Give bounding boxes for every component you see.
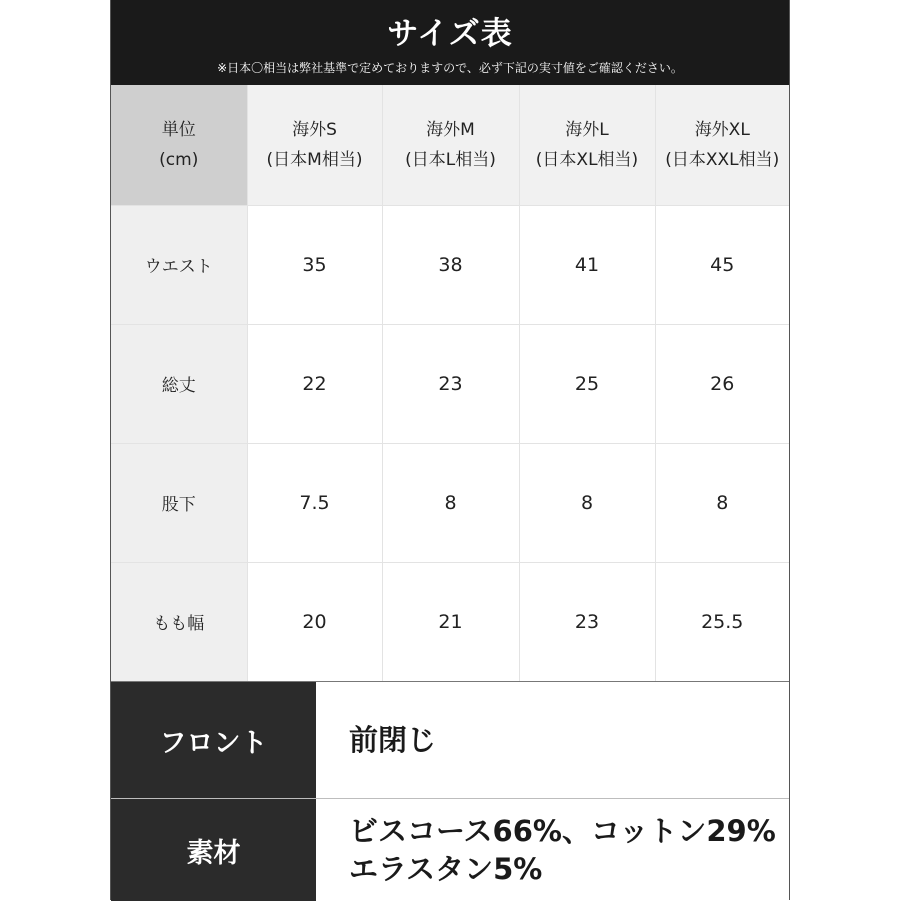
column-header-xl [655, 85, 789, 205]
table-cell: 7.5 [247, 443, 382, 562]
table-cell: 20 [247, 562, 382, 681]
row-label-inseam: 股下 [111, 443, 247, 562]
column-header-s [247, 85, 382, 205]
size-chart-note: ※日本〇相当は弊社基準で定めておりますので、必ず下記の実寸値をご確認ください。 [217, 61, 683, 75]
material-value: ビスコース66%、コットン29% エラスタン5% [349, 814, 776, 886]
column-header-label: 海外M (日本L相当) [405, 119, 496, 170]
table-cell: 38 [382, 205, 519, 324]
size-chart-header [111, 0, 789, 85]
table-cell: 45 [655, 205, 789, 324]
table-cell: 35 [247, 205, 382, 324]
table-cell: 23 [519, 562, 655, 681]
column-header-m [382, 85, 519, 205]
table-cell: 8 [382, 443, 519, 562]
table-cell: 22 [247, 324, 382, 443]
row-label-waist: ウエスト [111, 205, 247, 324]
details-row-front [111, 682, 789, 799]
product-details [111, 681, 789, 901]
table-row-waist [111, 205, 789, 324]
size-table [111, 85, 789, 682]
column-header-label: 海外XL (日本XXL相当) [665, 119, 780, 170]
column-header-label: 海外L (日本XL相当) [535, 119, 639, 170]
unit-header-cell [111, 85, 247, 205]
front-value: 前閉じ [316, 682, 789, 798]
table-cell: 25 [519, 324, 655, 443]
table-cell: 21 [382, 562, 519, 681]
row-label-thigh: もも幅 [111, 562, 247, 681]
table-row-total-length [111, 324, 789, 443]
table-row-inseam [111, 443, 789, 562]
table-cell: 26 [655, 324, 789, 443]
table-cell: 25.5 [655, 562, 789, 681]
size-table-header-row [111, 85, 789, 205]
material-label: 素材 [111, 799, 316, 901]
size-chart-sheet [110, 0, 790, 900]
material-value-cell [316, 799, 789, 901]
front-label: フロント [111, 682, 316, 798]
table-cell: 23 [382, 324, 519, 443]
table-cell: 8 [655, 443, 789, 562]
size-chart-title: サイズ表 [387, 16, 513, 52]
row-label-total-length: 総丈 [111, 324, 247, 443]
table-row-thigh [111, 562, 789, 681]
column-header-label: 海外S (日本M相当) [266, 119, 363, 170]
details-row-material [111, 799, 789, 901]
table-cell: 41 [519, 205, 655, 324]
unit-label: 単位 (cm) [159, 119, 199, 170]
table-cell: 8 [519, 443, 655, 562]
column-header-l [519, 85, 655, 205]
